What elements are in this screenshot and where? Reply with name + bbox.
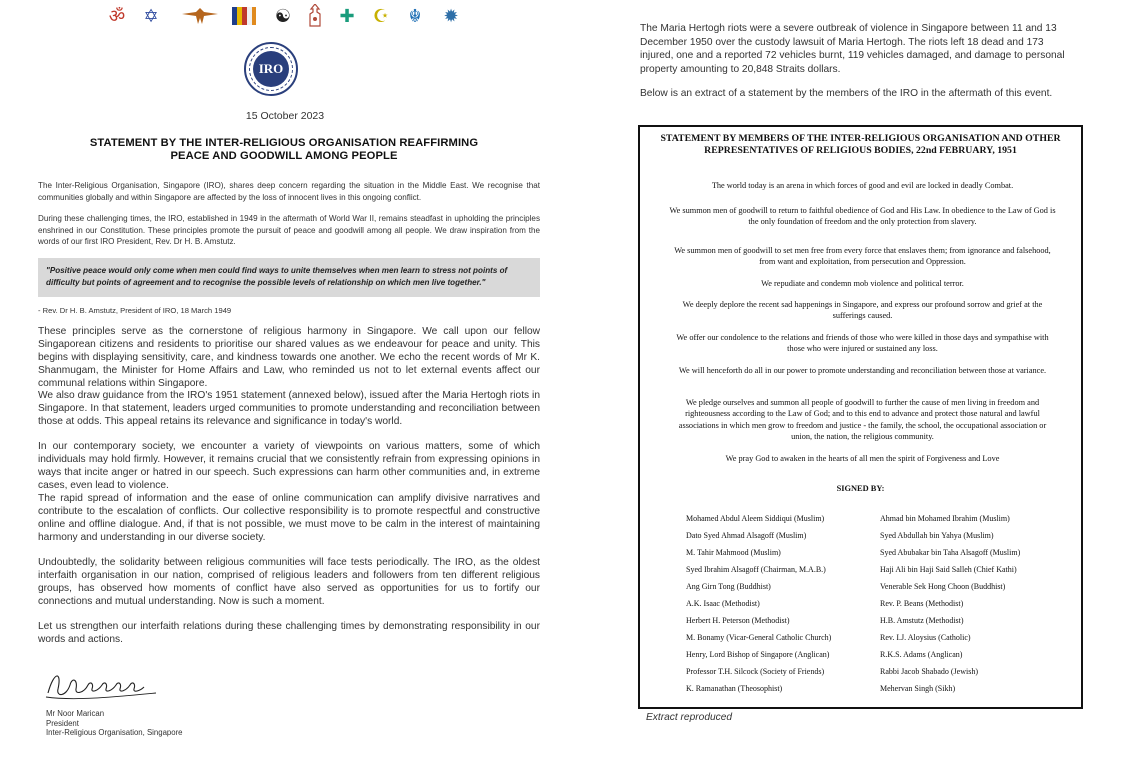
signatory-role: President (46, 718, 79, 728)
extract-paragraph-4: We repudiate and condemn mob violence and political terror. (761, 279, 964, 288)
signatory-entry: K. Ramanathan (Theosophist) (686, 684, 783, 693)
signatories-right-column (880, 510, 1020, 697)
body-paragraph-6: Let us strengthen our interfaith relations during these challenging times by demonstrating responsibility in our words and actions. (38, 621, 540, 645)
signatory-entry: Syed Abubakar bin Taha Alsagoff (Muslim) (880, 548, 1021, 557)
signatory-entry: Rev. I.J. Aloysius (Catholic) (880, 633, 971, 642)
crescent-star-icon: ☪ (372, 6, 390, 26)
signatory-entry: Rev. P. Beans (Methodist) (880, 599, 964, 608)
signatory-entry: Herbert H. Peterson (Methodist) (686, 616, 790, 625)
body-paragraph-3: In our contemporary society, we encounter a variety of viewpoints on various matters, some of which individuals may hold firmly. However, it remains crucial that we consistently refrain from expressing opinions in ways that incite anger or hatred in our speech. Such expressions can harm other communities and, in extreme cases, even lead to violence. (38, 441, 540, 491)
khanda-icon: ☬ (408, 6, 422, 26)
signed-by-heading: SIGNED BY: (836, 484, 885, 493)
signatory-block (46, 709, 183, 738)
signatory-name: Mr Noor Marican (46, 709, 105, 718)
extract-paragraph-1: The world today is an arena in which forces of good and evil are locked in deadly Combat. (711, 181, 1014, 190)
jain-symbol-icon (304, 4, 326, 28)
signatory-entry: Mehervan Singh (Sikh) (880, 684, 956, 693)
signatory-entry: Mohamed Abdul Aleem Siddiqui (Muslim) (686, 514, 825, 523)
signatory-entry: Rabbi Jacob Shabado (Jewish) (880, 667, 978, 676)
signature-image (44, 667, 164, 703)
signatory-entry: Professor T.H. Silcock (Society of Friends) (686, 667, 825, 676)
signatory-entry: Haji Ali bin Haji Said Salleh (Chief Kathi) (880, 565, 1017, 574)
extract-footnote: Extract reproduced (646, 712, 733, 723)
signatory-entry: H.B. Amstutz (Methodist) (880, 616, 964, 625)
statement-date: 15 October 2023 (245, 110, 325, 122)
yin-yang-icon: ☯ (274, 6, 292, 26)
iro-logo (244, 42, 298, 96)
iro-logo-text: IRO (253, 51, 289, 87)
signatory-entry: M. Tahir Mahmood (Muslim) (686, 548, 781, 557)
extract-paragraph-9: We pray God to awaken in the hearts of all men the spirit of Forgiveness and Love (725, 454, 1000, 463)
signatory-entry: M. Bonamy (Vicar-General Catholic Church) (686, 633, 832, 642)
cross-icon: ✚ (339, 6, 355, 26)
bahai-flag-icon (232, 4, 256, 28)
extract-paragraph-5: We deeply deplore the recent sad happenings in Singapore, and express our profound sorrow and grief at the sufferings caused. (682, 300, 1043, 321)
body-paragraph-5: Undoubtedly, the solidarity between religious communities will face tests periodically. The IRO, as the oldest interfaith organisation in our nation, comprised of religious leaders and followers from ten different religious groups, has observed how moments of conflict have also served as opportunities for us to fortify our connections and mutual understanding. Now is such a moment. (38, 557, 540, 607)
om-icon: ॐ (108, 6, 126, 26)
statement-1951-extract (638, 125, 1083, 709)
signatory-entry: Dato Syed Ahmad Alsagoff (Muslim) (686, 531, 807, 540)
body-paragraph-4: The rapid spread of information and the ease of online communication can amplify divisive narratives and contribute to the escalation of conflicts. Our collective responsibility is to promote respectful and constructive online and offline dialogue. And, if that is not possible, we must move to be calm in the interest of maintaining harmony and understanding in our diverse society. (38, 493, 540, 543)
star-of-david-icon: ✡ (143, 6, 159, 26)
amstutz-quote: "Positive peace would only come when men could find ways to unite themselves when men learn to stress not points of difficulty but points of agreement and to recognise the possible levels of relationship on which men live together." (38, 258, 540, 297)
religious-symbols-row (106, 4, 466, 30)
signatory-entry: Ahmad bin Mohamed Ibrahim (Muslim) (880, 514, 1010, 523)
extract-title: STATEMENT BY MEMBERS OF THE INTER-RELIGIOUS ORGANISATION AND OTHER REPRESENTATIVES OF RELIGIOUS BODIES, 22nd FEBRUARY, 1951 (660, 133, 1061, 157)
extract-paragraph-6: We offer our condolence to the relations and friends of those who were killed in those days and sympathise with those who were injured or sustained any loss. (676, 333, 1049, 354)
signatory-entry: Ang Girn Tong (Buddhist) (686, 582, 771, 591)
signatory-entry: Venerable Sek Hong Choon (Buddhist) (880, 582, 1006, 591)
signatory-entry: Syed Abdullah bin Yahya (Muslim) (880, 531, 994, 540)
body-paragraph-1: These principles serve as the cornerstone of religious harmony in Singapore. We call upon our fellow Singaporean citizens and residents to prioritise our shared values as we endeavour for peace and unity. This begins with displaying sensitivity, care, and kindness towards one another. We echo the recent words of Mr K. Shanmugam, the Minister for Home Affairs and Law, who reminded us not to let external events affect our communal relations within Singapore. (38, 326, 540, 389)
extract-intro-caption: Below is an extract of a statement by the members of the IRO in the aftermath of this event. (640, 88, 1053, 99)
extract-paragraph-8: We pledge ourselves and summon all people of goodwill to further the cause of men living in freedom and righteousness according to the Law of God; and to this end to advance and protect those natural and lawful associations in which men grow to freedom and justice - the family, the school, the occupational association or union, the nation, the religious community. (678, 398, 1047, 441)
extract-paragraph-3: We summon men of goodwill to set men free from every force that enslaves them; from ignorance and falsehood, from want and exploitation, from persecution and Oppression. (674, 246, 1051, 267)
quote-attribution: - Rev. Dr H. B. Amstutz, President of IRO, 18 March 1949 (38, 306, 232, 315)
bahai-star-icon: ✹ (443, 6, 459, 26)
signatory-org: Inter-Religious Organisation, Singapore (46, 728, 183, 738)
signatory-entry: Henry, Lord Bishop of Singapore (Anglican) (686, 650, 830, 659)
intro-paragraph-1: The Inter-Religious Organisation, Singapore (IRO), shares deep concern regarding the situation in the Middle East. We recognise that communities globally and within Singapore are affected by the loss of innocent lives in this ongoing conflict. (38, 181, 540, 202)
extract-paragraph-2: We summon men of goodwill to return to faithful obedience of God and His Law. In obedience to the Law of God is the only foundation of freedom and the only protection from slavery. (669, 206, 1056, 227)
intro-paragraph-2: During these challenging times, the IRO, established in 1949 in the aftermath of World War II, remains steadfast in upholding the principles enshrined in our Constitution. These principles promote the pursuit of peace and goodwill among all people. We draw inspiration from the words of our first IRO President, Rev. Dr H. B. Amstutz. (38, 214, 540, 246)
faravahar-icon (182, 4, 218, 28)
signatory-entry: R.K.S. Adams (Anglican) (880, 650, 963, 659)
signatory-entry: A.K. Isaac (Methodist) (686, 599, 760, 608)
signatory-entry: Syed Ibrahim Alsagoff (Chairman, M.A.B.) (686, 565, 826, 574)
signatories-left-column (686, 510, 831, 697)
body-paragraph-2: We also draw guidance from the IRO's 1951 statement (annexed below), issued after the Maria Hertogh riots in Singapore. In that statement, leaders urged communities to promote understanding and reconciliation between those at odds. This appeal retains its relevance and significance in today's world. (38, 390, 540, 427)
statement-title: STATEMENT BY THE INTER-RELIGIOUS ORGANISATION REAFFIRMING PEACE AND GOODWILL AMONG PEOPLE (89, 137, 479, 162)
extract-paragraph-7: We will henceforth do all in our power to promote understanding and reconciliation between those at variance. (678, 366, 1047, 375)
maria-hertogh-intro: The Maria Hertogh riots were a severe outbreak of violence in Singapore between 11 and 13 December 1950 over the custody lawsuit of Maria Hertogh. The riots left 18 dead and 173 injured, one and a reported 72 vehicles burnt, 119 vehicles damaged, and damage to personal property amounting to 20,848 Straits dollars. (640, 23, 1065, 75)
